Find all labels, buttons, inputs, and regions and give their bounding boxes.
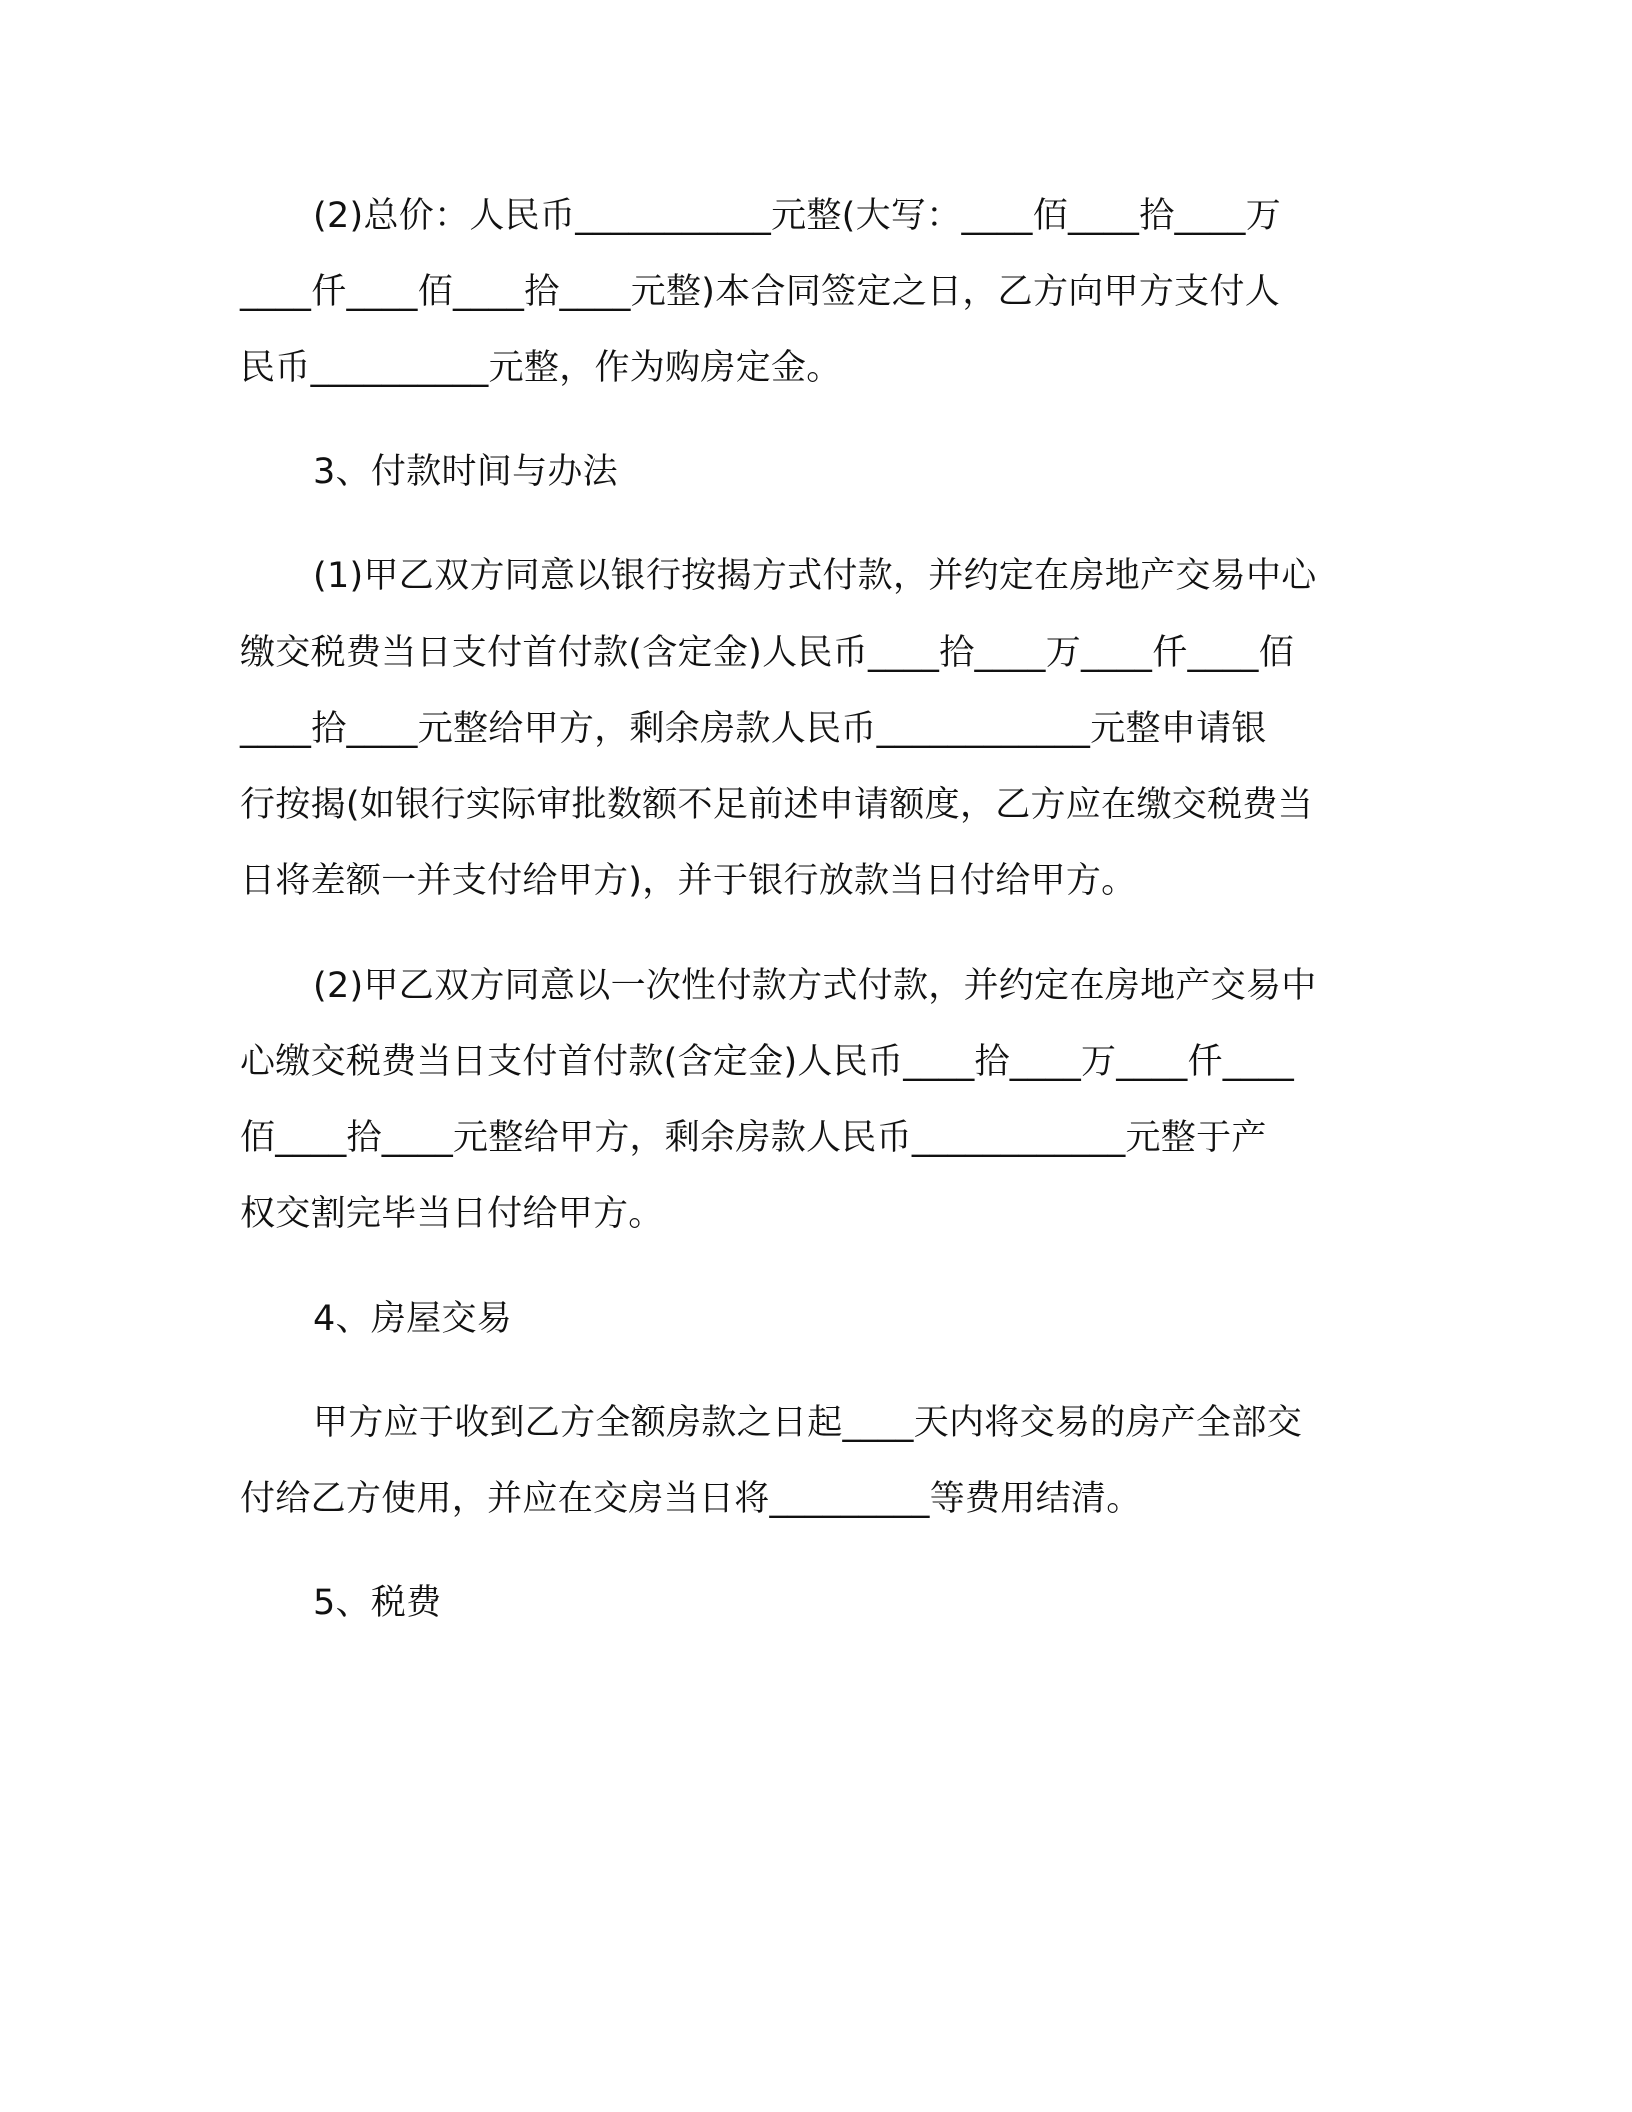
lump-sum-clause-line-1: (2)甲乙双方同意以一次性付款方式付款，并约定在房地产交易中: [313, 966, 1317, 1006]
total-price-line-3: 民币__________元整，作为购房定金。: [240, 348, 842, 388]
section-heading-payment: 3、付款时间与办法: [313, 452, 618, 492]
lump-sum-clause-line-4: 权交割完毕当日付给甲方。: [240, 1194, 664, 1234]
section-heading-taxes: 5、税费: [313, 1583, 442, 1623]
total-price-line-2: ____仟____佰____拾____元整)本合同签定之日，乙方向甲方支付人: [240, 272, 1281, 312]
delivery-clause-line-2: 付给乙方使用，并应在交房当日将_________等费用结清。: [240, 1479, 1142, 1519]
mortgage-clause-line-1: (1)甲乙双方同意以银行按揭方式付款，并约定在房地产交易中心: [313, 556, 1317, 596]
mortgage-clause-line-5: 日将差额一并支付给甲方)，并于银行放款当日付给甲方。: [240, 861, 1137, 901]
mortgage-clause-line-4: 行按揭(如银行实际审批数额不足前述申请额度，乙方应在缴交税费当: [240, 785, 1313, 825]
total-price-line-1: (2)总价：人民币___________元整(大写：____佰____拾____万: [313, 196, 1282, 236]
delivery-clause-line-1: 甲方应于收到乙方全额房款之日起____天内将交易的房产全部交: [313, 1403, 1303, 1443]
lump-sum-clause-line-3: 佰____拾____元整给甲方，剩余房款人民币____________元整于产: [240, 1118, 1267, 1158]
mortgage-clause-line-2: 缴交税费当日支付首付款(含定金)人民币____拾____万____仟____佰: [240, 633, 1295, 673]
section-heading-house-delivery: 4、房屋交易: [313, 1299, 513, 1339]
lump-sum-clause-line-2: 心缴交税费当日支付首付款(含定金)人民币____拾____万____仟____: [240, 1042, 1295, 1082]
mortgage-clause-line-3: ____拾____元整给甲方，剩余房款人民币____________元整申请银: [240, 709, 1267, 749]
